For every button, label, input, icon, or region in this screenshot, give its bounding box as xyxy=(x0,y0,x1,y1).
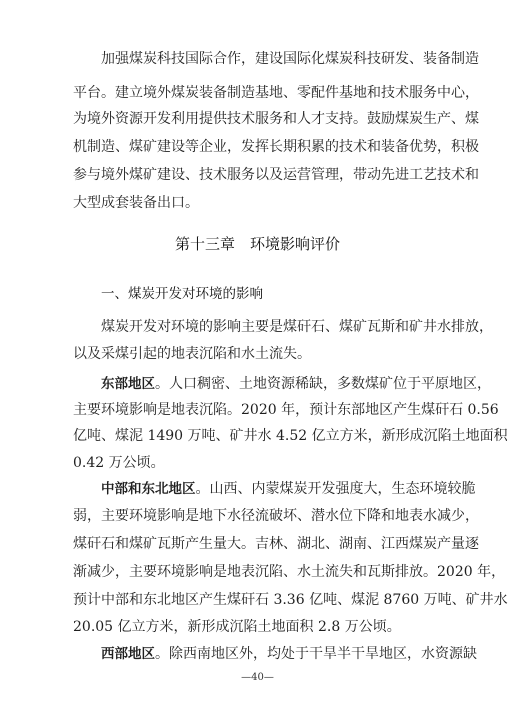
east-line-4: 0.42 万公顷。 xyxy=(73,455,165,471)
central-line-2: 弱，主要环境影响是地下水径流破坏、潜水位下降和地表水减少， xyxy=(73,508,479,524)
east-line-3: 亿吨、煤泥 1490 万吨、矿井水 4.52 亿立方米，新形成沉陷土地面积 xyxy=(73,428,508,444)
central-line-5: 预计中部和东北地区产生煤矸石 3.36 亿吨、煤泥 8760 万吨、矿井水 xyxy=(73,592,508,608)
central-line-1-text: 。山西、内蒙煤炭开发强度大，生态环境较脆 xyxy=(195,481,476,497)
central-region-label: 中部和东北地区 xyxy=(101,481,196,497)
east-region-label: 东部地区 xyxy=(101,376,155,392)
intro-line-6: 大型成套装备出口。 xyxy=(73,195,199,211)
intro-line-5: 参与境外煤矿建设、技术服务以及运营管理，带动先进工艺技术和 xyxy=(73,167,479,183)
intro-line-4: 机制造、煤矿建设等企业，发挥长期积累的技术和装备优势，积极 xyxy=(73,139,479,155)
body-p1-line-1: 煤炭开发对环境的影响主要是煤矸石、煤矿瓦斯和矿井水排放， xyxy=(101,319,493,335)
east-line-1-text: 。人口稠密、土地资源稀缺，多数煤矿位于平原地区， xyxy=(155,376,491,392)
chapter-title: 第十三章 环境影响评价 xyxy=(174,235,340,253)
central-line-4: 渐减少，主要环境影响是地表沉陷、水土流失和瓦斯排放。2020 年， xyxy=(73,564,506,580)
west-region-label: 西部地区 xyxy=(101,646,155,662)
west-line-1 xyxy=(101,645,475,663)
east-line-1 xyxy=(101,375,491,393)
page-number: —40— xyxy=(241,672,274,683)
body-p1-line-2: 以及采煤引起的地表沉陷和水土流失。 xyxy=(73,346,311,362)
intro-line-2: 平台。建立境外煤炭装备制造基地、零配件基地和技术服务中心， xyxy=(73,85,479,101)
intro-line-3: 为境外资源开发利用提供技术服务和人才支持。鼓励煤炭生产、煤 xyxy=(73,111,479,127)
intro-line-1: 加强煤炭科技国际合作，建设国际化煤炭科技研发、装备制造 xyxy=(101,51,479,67)
section-title: 一、煤炭开发对环境的影响 xyxy=(101,286,263,302)
central-line-6: 20.05 亿立方米，新形成沉陷土地面积 2.8 万公顷。 xyxy=(73,619,401,635)
west-line-1-text: 。除西南地区外，均处于干旱半干旱地区，水资源缺 xyxy=(155,646,477,662)
east-line-2: 主要环境影响是地表沉陷。2020 年，预计东部地区产生煤矸石 0.56 xyxy=(73,402,499,418)
central-line-3: 煤矸石和煤矿瓦斯产生量大。吉林、湖北、湖南、江西煤炭产量逐 xyxy=(73,536,479,552)
central-line-1 xyxy=(101,480,475,498)
